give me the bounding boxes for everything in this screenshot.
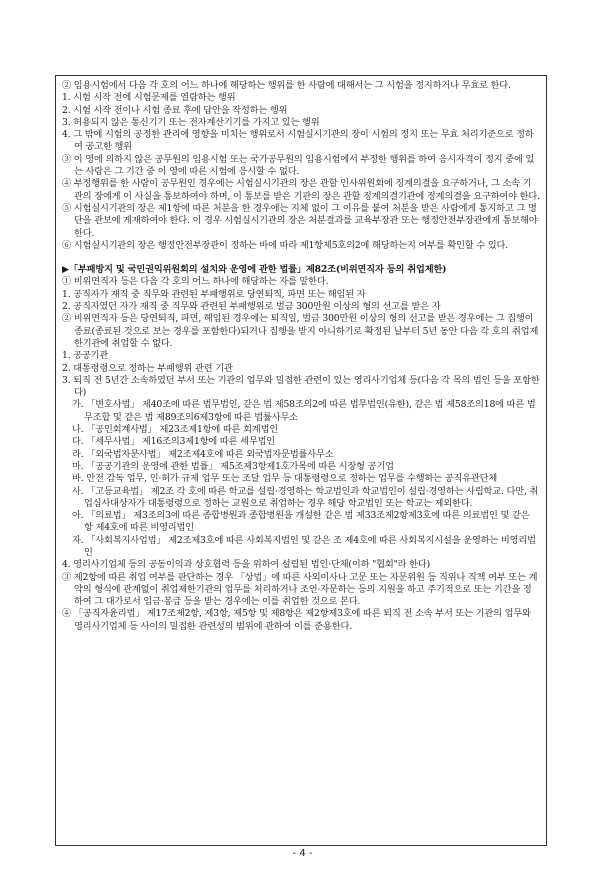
paragraph: ③ 제2항에 따른 취업 여부를 판단하는 경우 「상법」에 따른 사외이사나 고문 또는 자문위원 등 직위나 직책 여부 또는 계약의 형식에 관계없이 취업제한기관의 업무를 처리하거나 조언·자문하는 등의 지원을 하고 주기적으로 또는 기간을 정하여 그 대가로서 임금·봉급 등을 받는 경우에는 이를 취업한 것으로 본다. xyxy=(62,571,538,608)
list-item: 1. 공공기관 xyxy=(62,350,109,362)
paragraph: ② 비위면직자 등은 당연퇴직, 파면, 해임된 경우에는 퇴직일, 벌금 300만원 이상의 형의 선고를 받은 경우에는 그 집행이 종료(종료된 것으로 보는 경우를 포함한다)되거나 집행을 받지 아니하기로 확정된 날부터 5년 동안 다음 각 호의 취업제한기관에 취업할 수 없다. xyxy=(62,313,539,349)
paragraph: ③ 이 영에 의하지 않은 공무원의 임용시험 또는 국가공무원의 임용시험에서 부정한 행위를 하여 응시자격이 정지 중에 있는 사람은 그 기간 중 이 영에 따른 시험에 응시할 수 없다. xyxy=(62,153,535,178)
list-item: 2. 대통령령으로 정하는 부패행위 관련 기관 xyxy=(62,362,233,374)
sub-item: 자. 「사회복지사업법」 제2조제3호에 따른 사회복지법인 및 같은 조 제4호에 따른 사회복지시설을 운영하는 비영리법인 xyxy=(72,534,536,558)
sub-item: 바. 안전 감독 업무, 인·허가 규제 업무 또는 조달 업무 등 대통령령으로 정하는 업무를 수행하는 공직유관단체 xyxy=(72,473,498,485)
list-item: 3. 허용되지 않은 통신기기 또는 전자계산기기를 가지고 있는 행위 xyxy=(62,116,320,128)
sub-item: 아. 「의료법」 제3조의3에 따른 종합병원과 종합병원을 개설한 같은 법 제33조제2항제3호에 따른 의료법인 및 같은 항 제4호에 따른 비영리법인 xyxy=(72,510,530,534)
sub-item: 라. 「외국법자문사법」 제2조제4호에 따른 외국법자문법률사무소 xyxy=(72,448,334,460)
paragraph: ② 임용시험에서 다음 각 호의 어느 하나에 해당하는 행위를 한 사람에 대해서는 그 시험을 정지하거나 무효로 한다. xyxy=(62,80,511,91)
sub-item: 가. 「변호사법」 제40조에 따른 법무법인, 같은 법 제58조의2에 따른 법무법인(유한), 같은 법 제58조의18에 따른 법무조합 및 같은 법 제89조의6제3항에 따른 법률사무소 xyxy=(72,399,536,423)
sub-item: 마. 「공공기관의 운영에 관한 법률」 제5조제3항제1호가목에 따른 시장형 공기업 xyxy=(72,460,394,472)
list-item: 2. 시험 시작 전이나 시험 종료 후에 답안을 작성하는 행위 xyxy=(62,104,288,116)
sub-item: 사. 「고등교육법」 제2조 각 호에 따른 학교를 설립·경영하는 학교법인과 학교법인이 설립·경영하는 사립학교. 다만, 취업심사대상자가 대통령령으로 정하는 교원으로 취업하는 경우 해당 학교법인 또는 학교는 제외한다. xyxy=(72,485,539,509)
sub-item: 다. 「세무사법」 제16조의3제1항에 따른 세무법인 xyxy=(72,436,276,448)
list-item: 2. 공직자였던 자가 재직 중 직무와 관련된 부패행위로 벌금 300만원 이상의 형의 선고를 받은 자 xyxy=(62,301,441,313)
paragraph: ④ 부정행위를 한 사람이 공무원인 경우에는 시험실시기관의 장은 관할 인사위원회에 징계의결을 요구하거나, 그 소속 기관의 장에게 이 사실을 통보하여야 하며, 이 통보를 받은 기관의 장은 관할 징계의결기관에 징계의결을 요구하여야 한다. xyxy=(62,178,540,202)
paragraph: ① 비위면직자 등은 다음 각 호의 어느 하나에 해당하는 자를 말한다. xyxy=(62,276,329,288)
paragraph: ④ 「공직자윤리법」 제17조제2항, 제3항, 제5항 및 제8항은 제2항제3호에 따른 퇴직 전 소속 부서 또는 기관의 업무와 영리사기업체 등 사이의 밀접한 관련성의 범위에 관하여 이를 준용한다. xyxy=(62,608,531,632)
list-item: 4. 영리사기업체 등의 공동이익과 상호협력 등을 위하여 설립된 법인·단체(이하 "협회"라 한다) xyxy=(62,559,431,571)
page-number: - 4 - xyxy=(292,848,313,859)
list-item: 4. 그 밖에 시험의 공정한 관리에 영향을 미치는 행위로서 시험실시기관의 장이 시험의 정지 또는 무효 처리기준으로 정하여 공고한 행위 xyxy=(62,129,534,153)
paragraph: ⑤ 시험실시기관의 장은 제1항에 따른 처분을 한 경우에는 지체 없이 그 이유를 붙여 처분을 받은 사람에게 통지하고 그 명단을 관보에 게재하여야 한다. 이 경우 시험실시기관의 장은 처분결과를 교육부장관 또는 행정안전부장관에게 통보해야 한다. xyxy=(62,202,538,239)
law-heading: ▶「부패방지 및 국민권익위원회의 설치와 운영에 관한 법률」제82조(비위면직자 등의 취업제한) xyxy=(62,264,447,276)
list-item: 1. 시험 시작 전에 시험문제를 열람하는 행위 xyxy=(62,92,236,104)
list-item: 3. 퇴직 전 5년간 소속하였던 부서 또는 기관의 업무와 밀접한 관련이 있는 영리사기업체 등(다음 각 목의 법인 등을 포함한다) xyxy=(62,374,540,399)
paragraph: ⑥ 시험실시기관의 장은 행정안전부장관이 정하는 바에 따라 제1항제5호의2에 해당하는지 여부를 확인할 수 있다. xyxy=(62,239,509,251)
regulation-box xyxy=(55,75,547,846)
sub-item: 나. 「공인회계사법」 제23조제1항에 따른 회계법인 xyxy=(72,424,279,436)
list-item: 1. 공직자가 재직 중 직무와 관련된 부패행위로 당연퇴직, 파면 또는 해임된 자 xyxy=(62,288,366,300)
